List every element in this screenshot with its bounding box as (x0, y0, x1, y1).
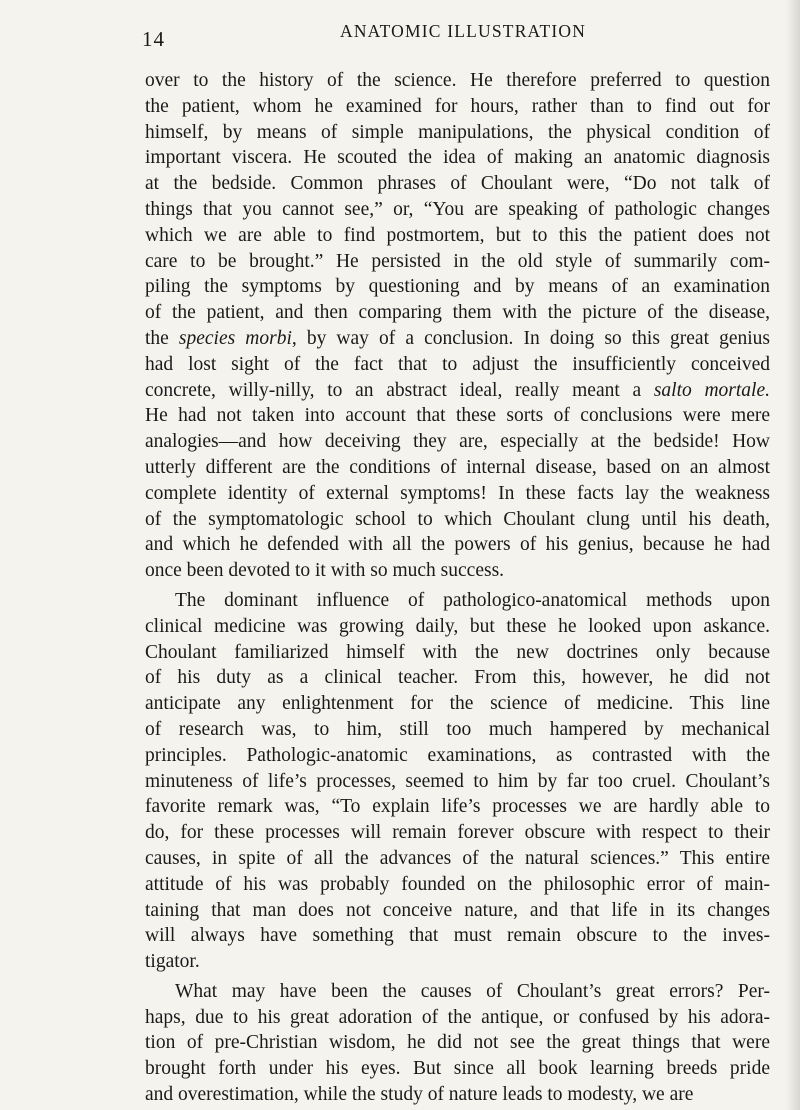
running-head: ANATOMIC ILLUSTRATION (340, 21, 587, 41)
paragraph (145, 588, 770, 975)
text-line: the species morbi, by way of a conclusion. In doing so this great genius (145, 327, 770, 349)
text-line: and overestimation, while the study of nature leads to modesty, we are (145, 1084, 694, 1106)
text-line: over to the history of the science. He therefore preferred to question (145, 70, 770, 91)
paragraph (145, 979, 770, 1108)
text-line: haps, due to his great adoration of the antique, or confused by his adora- (145, 1006, 770, 1028)
text-line: Choulant familiarized himself with the new doctrines only because (145, 641, 770, 663)
text-line: do, for these processes will remain forever obscure with respect to their (145, 822, 770, 844)
text-line: care to be brought.” He persisted in the old style of summarily com- (145, 250, 770, 272)
body-text (145, 68, 770, 1108)
text-line: will always have something that must remain obscure to the inves- (145, 925, 770, 947)
text-line: analogies—and how deceiving they are, especially at the bedside! How (145, 431, 770, 453)
text-line: at the bedside. Common phrases of Choulant were, “Do not talk of (145, 173, 770, 195)
text-line: of his duty as a clinical teacher. From this, however, he did not (145, 667, 770, 689)
text-line: and which he defended with all the powers of his genius, because he had (145, 534, 770, 556)
text-line: concrete, willy-nilly, to an abstract ideal, really meant a salto mortale. (145, 379, 770, 401)
text-line: complete identity of external symptoms! In these facts lay the weakness (145, 482, 770, 504)
text-line: utterly different are the conditions of internal disease, based on an almost (145, 456, 770, 478)
text-line: minuteness of life’s processes, seemed to him by far too cruel. Choulant’s (145, 770, 770, 792)
text-line: clinical medicine was growing daily, but these he looked upon askance. (145, 615, 770, 637)
text-line: the patient, whom he examined for hours, rather than to find out for (145, 95, 770, 117)
text-line: attitude of his was probably founded on the philosophic error of main- (145, 873, 770, 895)
text-line: What may have been the causes of Choulant’s great errors? Per- (175, 980, 770, 1002)
text-line: once been devoted to it with so much success. (145, 560, 505, 582)
text-line: things that you cannot see,” or, “You are speaking of pathologic changes (145, 198, 770, 220)
text-line: of research was, to him, still too much hampered by mechanical (145, 718, 770, 740)
text-line: tion of pre-Christian wisdom, he did not see the great things that were (145, 1032, 770, 1054)
text-line: tigator. (145, 951, 200, 973)
text-line: favorite remark was, “To explain life’s processes we are hardly able to (145, 796, 770, 818)
italic-phrase: salto mortale. (653, 379, 770, 401)
text-line: causes, in spite of all the advances of the natural sciences.” This entire (145, 847, 770, 869)
text-line: important viscera. He scouted the idea of making an anatomic diagnosis (145, 147, 770, 169)
paragraph (145, 68, 770, 584)
page-number: 14 (142, 27, 165, 51)
italic-phrase: species morbi (178, 327, 292, 349)
text-line: The dominant influence of pathologico-anatomical methods upon (175, 589, 770, 611)
page-edge-shadow (786, 0, 800, 1110)
text-line: taining that man does not conceive nature, and that life in its changes (145, 899, 770, 921)
text-line: himself, by means of simple manipulations, the physical condition of (145, 121, 770, 143)
text-line: of the symptomatologic school to which Choulant clung until his death, (145, 508, 770, 530)
text-line: anticipate any enlightenment for the science of medicine. This line (145, 693, 770, 715)
text-line: which we are able to find postmortem, but to this the patient does not (145, 224, 770, 246)
text-line: piling the symptoms by questioning and by means of an examination (145, 276, 770, 298)
text-line: brought forth under his eyes. But since all book learning breeds pride (145, 1058, 770, 1080)
text-line: He had not taken into account that these sorts of conclusions were mere (145, 405, 770, 427)
text-line: of the patient, and then comparing them with the picture of the disease, (145, 302, 770, 324)
text-line: had lost sight of the fact that to adjust the insufficiently conceived (145, 353, 770, 375)
text-line: principles. Pathologic-anatomic examinations, as contrasted with the (145, 744, 770, 766)
